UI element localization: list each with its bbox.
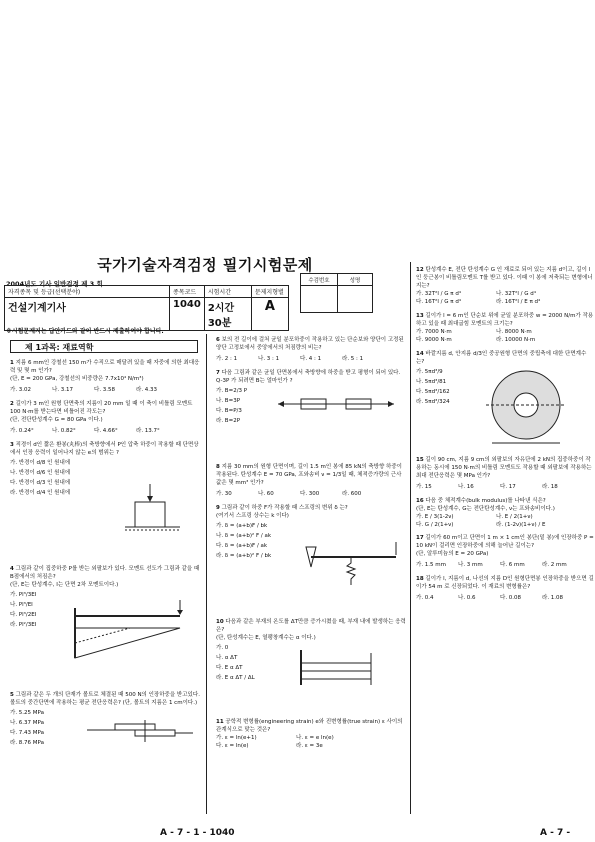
- option[interactable]: 나. α ΔT: [216, 654, 238, 661]
- option[interactable]: 다. 17: [500, 483, 516, 490]
- option[interactable]: 다. Pl³/2EI: [10, 611, 37, 618]
- question-number: 14: [416, 350, 424, 357]
- subject-value: 건설기계기사: [5, 298, 170, 331]
- option[interactable]: 다. δ = (a+b)F / ak: [216, 542, 268, 549]
- question-text: 보의 전 길이에 걸쳐 균일 분포하중이 작용하고 있는 단순보와 양단이 고정된 양단 고정보에서 중앙에서의 처짐량의 비는?: [216, 337, 404, 351]
- option[interactable]: 라. 16T²l / E π d⁴: [496, 298, 541, 305]
- question: [416, 313, 594, 345]
- option[interactable]: 다. B=P/3: [216, 407, 242, 414]
- option[interactable]: 가. 3.02: [10, 386, 32, 393]
- option[interactable]: 다. 0.08: [500, 595, 522, 602]
- option[interactable]: 나. 0.6: [458, 595, 476, 602]
- question-text: 직경이 d인 짧은 환봉(丸棒)의 축방향에서 P인 압축 하중이 작용할 때 단면상에서 인장 응력이 일어나지 않는 e의 범위는 ?: [10, 441, 199, 456]
- option[interactable]: 가. 7000 N·m: [416, 328, 452, 335]
- column-1: [10, 360, 200, 754]
- option[interactable]: 가. 0.24°: [10, 427, 34, 434]
- option[interactable]: 라. 반경이 d/4 인 원내에: [10, 489, 71, 496]
- column-divider: [410, 262, 411, 814]
- question-text: 그림과 같은 두 개의 단재가 볼트로 체결된 때 500 N의 인장하중을 받고있다. 볼트의 중간단면에 작용하는 평균 전단응력은? (단, 볼트의 지름은 1 cm이다.): [10, 691, 200, 706]
- question: [416, 457, 594, 492]
- option[interactable]: 다. 9000 N·m: [416, 336, 452, 343]
- receipt-field[interactable]: [301, 286, 338, 313]
- option[interactable]: 라. (1-2ν)(1+ν) / E: [496, 521, 546, 528]
- option[interactable]: 다. 16T²l / G π d⁴: [416, 298, 462, 305]
- question-number: 5: [10, 691, 14, 698]
- option[interactable]: 나. 5πd³/81: [416, 378, 447, 385]
- question: [216, 337, 406, 364]
- option[interactable]: 나. ε = e ln(e): [296, 734, 334, 741]
- question-note: (단, E는 탄성계수, I는 단면 2차 모멘트이다.): [10, 581, 119, 588]
- option[interactable]: 나. 6.37 MPa: [10, 719, 44, 726]
- question-number: 10: [216, 618, 224, 625]
- question-number: 1: [10, 360, 14, 366]
- exam-info-table: [4, 285, 289, 331]
- option[interactable]: 다. G / 2(1+ν): [416, 521, 454, 528]
- option[interactable]: 나. E / 2(1+ν): [496, 513, 533, 520]
- question-text: 길이가 l, 지름이 d, 나선의 지름 D인 원형단면봉 인장하중을 받으면 길이가 54 m 로 신장되었다. 이 재료의 변형률은?: [416, 576, 594, 591]
- option[interactable]: 가. 5.25 MPa: [10, 709, 44, 716]
- question-note: (단, 전단탄성계수 G = 80 GPa 이다.): [10, 416, 103, 423]
- column-divider: [206, 334, 207, 814]
- option[interactable]: 나. 16: [458, 483, 474, 490]
- question: [416, 535, 594, 570]
- question-note: (단, 탄성계수는 E, 열팽창계수는 α 이다.): [216, 634, 316, 641]
- option[interactable]: 라. B=2P: [216, 417, 241, 424]
- option[interactable]: 라. 4.33: [136, 386, 158, 393]
- question: [416, 351, 594, 451]
- code-label: 종목코드: [170, 286, 205, 298]
- option[interactable]: 라. 5πd³/324: [416, 398, 450, 405]
- question-number: 4: [10, 565, 14, 572]
- option[interactable]: 나. Pl³/EI: [10, 601, 33, 608]
- question: [216, 619, 406, 713]
- question-number: 8: [216, 463, 220, 470]
- question: [216, 464, 406, 499]
- page-title: 국가기술자격검정 필기시험문제: [97, 256, 313, 274]
- option[interactable]: 라. 8.76 MPa: [10, 739, 44, 746]
- question-number: 15: [416, 456, 424, 463]
- option[interactable]: 가. ε = ln(e+1): [216, 734, 257, 741]
- option[interactable]: 나. 32T²l / G d⁴: [496, 290, 536, 297]
- option[interactable]: 가. 반경이 d/8 인 원내에: [10, 459, 71, 466]
- option[interactable]: 나. 반경이 d/6 인 원내에: [10, 469, 71, 476]
- option[interactable]: 라. 1.08: [542, 595, 564, 602]
- question: [10, 442, 200, 560]
- code-value: 1040: [170, 298, 205, 331]
- option[interactable]: 다. E α ΔT: [216, 664, 243, 671]
- question-text: 다음 그림과 같은 균일 단면봉에서 축방향에 하중을 받고 평형이 되어 있다. Q-3P 가 되려면 B는 얼마인가 ?: [216, 369, 401, 384]
- question-number: 17: [416, 535, 424, 542]
- question-note: (단, 알루미늄의 E = 20 GPa): [416, 551, 489, 558]
- receipt-label: 수검번호: [301, 274, 338, 286]
- option[interactable]: 나. 3 : 1: [258, 355, 280, 362]
- column-2: [216, 337, 406, 757]
- option[interactable]: 나. δ = (a+b)² F / ak: [216, 532, 272, 539]
- option[interactable]: 나. 8000 N·m: [496, 328, 532, 335]
- option[interactable]: 가. B=2/3 P: [216, 387, 248, 394]
- question-number: 2: [10, 400, 14, 407]
- option[interactable]: 나. 3.17: [52, 386, 74, 393]
- option[interactable]: 나. 60: [258, 490, 274, 497]
- option[interactable]: 라. 600: [342, 490, 362, 497]
- axial-bar-figure: [276, 394, 396, 414]
- option[interactable]: 라. ε = 3e: [296, 742, 323, 749]
- question: [10, 566, 200, 686]
- page-footer-next: A - 7 -: [540, 828, 571, 838]
- option[interactable]: 나. B=3P: [216, 397, 241, 404]
- option[interactable]: 가. 2 : 1: [216, 355, 238, 362]
- question-note: (단, E = 200 GPa, 강철선의 비중량은 7.7x10⁴ N/m³): [10, 375, 144, 382]
- question: [216, 370, 406, 458]
- option[interactable]: 가. Pl³/3EI: [10, 591, 37, 598]
- question-text: 다음 중 체적계수(bulk modulus)를 나타낸 식은?: [425, 497, 546, 504]
- question-text: 길이가 3 m인 원형 단면축의 지름이 20 mm 일 때 이 축이 비틀림 모멘트 100 N·m를 받는다면 비틀어진 각도는?: [10, 400, 193, 415]
- option[interactable]: 나. 0.82°: [52, 427, 76, 434]
- option[interactable]: 다. ε = ln(e): [216, 742, 249, 749]
- type-label: 문제지형별: [251, 286, 288, 298]
- option[interactable]: 가. 1.5 mm: [416, 562, 447, 569]
- question-number: 6: [216, 337, 220, 343]
- bolt-joint-figure: [85, 718, 195, 748]
- question-text: 바깥지름 d, 안지름 d/3인 중공원형 단면의 중립축에 대한 단면계수는?: [416, 350, 587, 365]
- option[interactable]: 가. 5πd³/9: [416, 368, 443, 375]
- question: [216, 719, 406, 751]
- option[interactable]: 라. 10000 N·m: [496, 336, 536, 343]
- option[interactable]: 다. 300: [300, 490, 320, 497]
- question: [416, 576, 594, 603]
- spring-lever-figure: [301, 537, 401, 587]
- option[interactable]: 가. δ = (a+b)F / bk: [216, 522, 268, 529]
- option[interactable]: 가. 0.4: [416, 595, 434, 602]
- option[interactable]: 다. 5πd³/162: [416, 388, 450, 395]
- option[interactable]: 라. δ = (a+b)² F / bk: [216, 552, 272, 559]
- question-text: 그림과 같이 하중 F가 작용할 때 스프링의 변위 δ 는?: [221, 504, 348, 511]
- time-label: 시험시간: [204, 286, 251, 298]
- option[interactable]: 다. 4 : 1: [300, 355, 322, 362]
- column-load-figure: [120, 482, 190, 542]
- question-text: 공학적 변형률(engineering strain) e와 진변형률(true strain) ε 사이의 관계식으로 맞는 것은?: [216, 718, 403, 733]
- option[interactable]: 가. 32T²l / G π d⁴: [416, 290, 462, 297]
- question-text: 지름 30 mm의 원형 단면이며, 길이 1.5 m인 봉에 85 kN의 축방향 하중이 작용된다. 탄성계수 E = 70 GPa, 프와송비 ν = 1/3일 때, 체적증가량의 근사값은 몇 mm³ 인가?: [216, 463, 402, 486]
- thermal-bar-figure: [296, 645, 396, 695]
- option[interactable]: 가. E / 3(1-2ν): [416, 513, 454, 520]
- question: [10, 692, 200, 748]
- question: [216, 505, 406, 613]
- page-footer: A - 7 - 1 - 1040: [160, 828, 235, 838]
- question-text: 지름 6 mm인 강철선 150 m가 수직으로 매달려 있을 때 자중에 의한 최대응력 및 몇 m 인가?: [10, 360, 200, 374]
- name-field[interactable]: [338, 286, 373, 313]
- option[interactable]: 라. 13.7°: [136, 427, 160, 434]
- question-text: 길이가 l = 6 m인 단순보 위에 균일 분포하중 w = 2000 N/m가 작용하고 있을 때 최대굽힘 모멘트의 크기는?: [416, 312, 594, 327]
- option[interactable]: 다. 반경이 d/3 인 원내에: [10, 479, 71, 486]
- question-number: 9: [216, 504, 220, 511]
- question-note: (여기서 스프링 상수는 k 이다): [216, 512, 289, 519]
- option[interactable]: 가. 30: [216, 490, 232, 497]
- question-text: 그림과 같이 집중하중 P를 받는 외팔보가 있다. 모멘트 선도가 그림과 같을 때 B점에서의 처짐은?: [10, 565, 200, 580]
- notice: ※시험문제지는 답안카드와 같이 반드시 제출하여야 합니다.: [6, 328, 164, 335]
- question: [10, 401, 200, 436]
- name-label: 성명: [338, 274, 373, 286]
- hollow-section-figure: [476, 367, 576, 447]
- section-title: 제 1과목: 재료역학: [10, 340, 198, 353]
- question: [416, 267, 594, 307]
- question-number: 18: [416, 576, 424, 583]
- question-number: 7: [216, 369, 220, 376]
- question-text: 길이 90 cm, 지름 9 cm의 외팔보의 자유단에 2 kN의 집중하중이 작용하는 동시에 150 N·m의 비틀림 모멘트도 작용할 때 외팔보에 작용하는 최대 전단응력은 몇 MPa 인가?: [416, 456, 592, 479]
- option[interactable]: 다. 7.43 MPa: [10, 729, 44, 736]
- question-note: (단, E는 탄성계수, G는 전단탄성계수, ν는 프와송비이다.): [416, 505, 555, 512]
- question: [10, 360, 200, 395]
- option[interactable]: 나. 3 mm: [458, 562, 483, 569]
- candidate-box: [300, 273, 373, 313]
- option[interactable]: 다. 6 mm: [500, 562, 525, 569]
- time-value: 2시간30분: [204, 298, 251, 331]
- column-3: [416, 267, 594, 609]
- option[interactable]: 라. E α ΔT / ΔL: [216, 674, 255, 681]
- question-number: 12: [416, 267, 424, 273]
- option[interactable]: 다. 4.66°: [94, 427, 118, 434]
- option[interactable]: 가. 15: [416, 483, 432, 490]
- question-text: 길이가 60 m이고 단면이 1 m × 1 cm인 봉단(밑 봉)에 인장하중 P = 10 kN이 걸리면 인장하중에 의해 늘어난 길이는?: [416, 535, 594, 550]
- question-number: 11: [216, 718, 224, 725]
- question-number: 16: [416, 497, 424, 504]
- option[interactable]: 라. 18: [542, 483, 558, 490]
- question-number: 3: [10, 441, 14, 448]
- exam-session: 2004년도 기사 일반검정 제 3 회: [6, 280, 103, 288]
- cantilever-figure: [70, 598, 190, 668]
- question-text: 탄성계수 E, 전단 탄성계수 G 인 재료로 되어 있는 지름 d이고, 길이 l 인 둥근봉이 비틀림모멘트 T를 받고 있다. 이때 이 봉에 저축되는 변형에너지는?: [416, 267, 593, 289]
- option[interactable]: 라. Pl²/3EI: [10, 621, 37, 628]
- subject-label: 자격종목 및 등급(선택분야): [5, 286, 170, 298]
- question-number: 13: [416, 312, 424, 319]
- question: [416, 498, 594, 530]
- question-text: 다음과 같은 부재의 온도를 ΔT만큼 증가시켰을 때, 부재 내에 발생하는 응력은?: [216, 618, 406, 633]
- option[interactable]: 가. 0: [216, 644, 229, 651]
- option[interactable]: 라. 5 : 1: [342, 355, 364, 362]
- option[interactable]: 라. 2 mm: [542, 562, 567, 569]
- type-value: A: [251, 298, 288, 331]
- option[interactable]: 다. 3.58: [94, 386, 116, 393]
